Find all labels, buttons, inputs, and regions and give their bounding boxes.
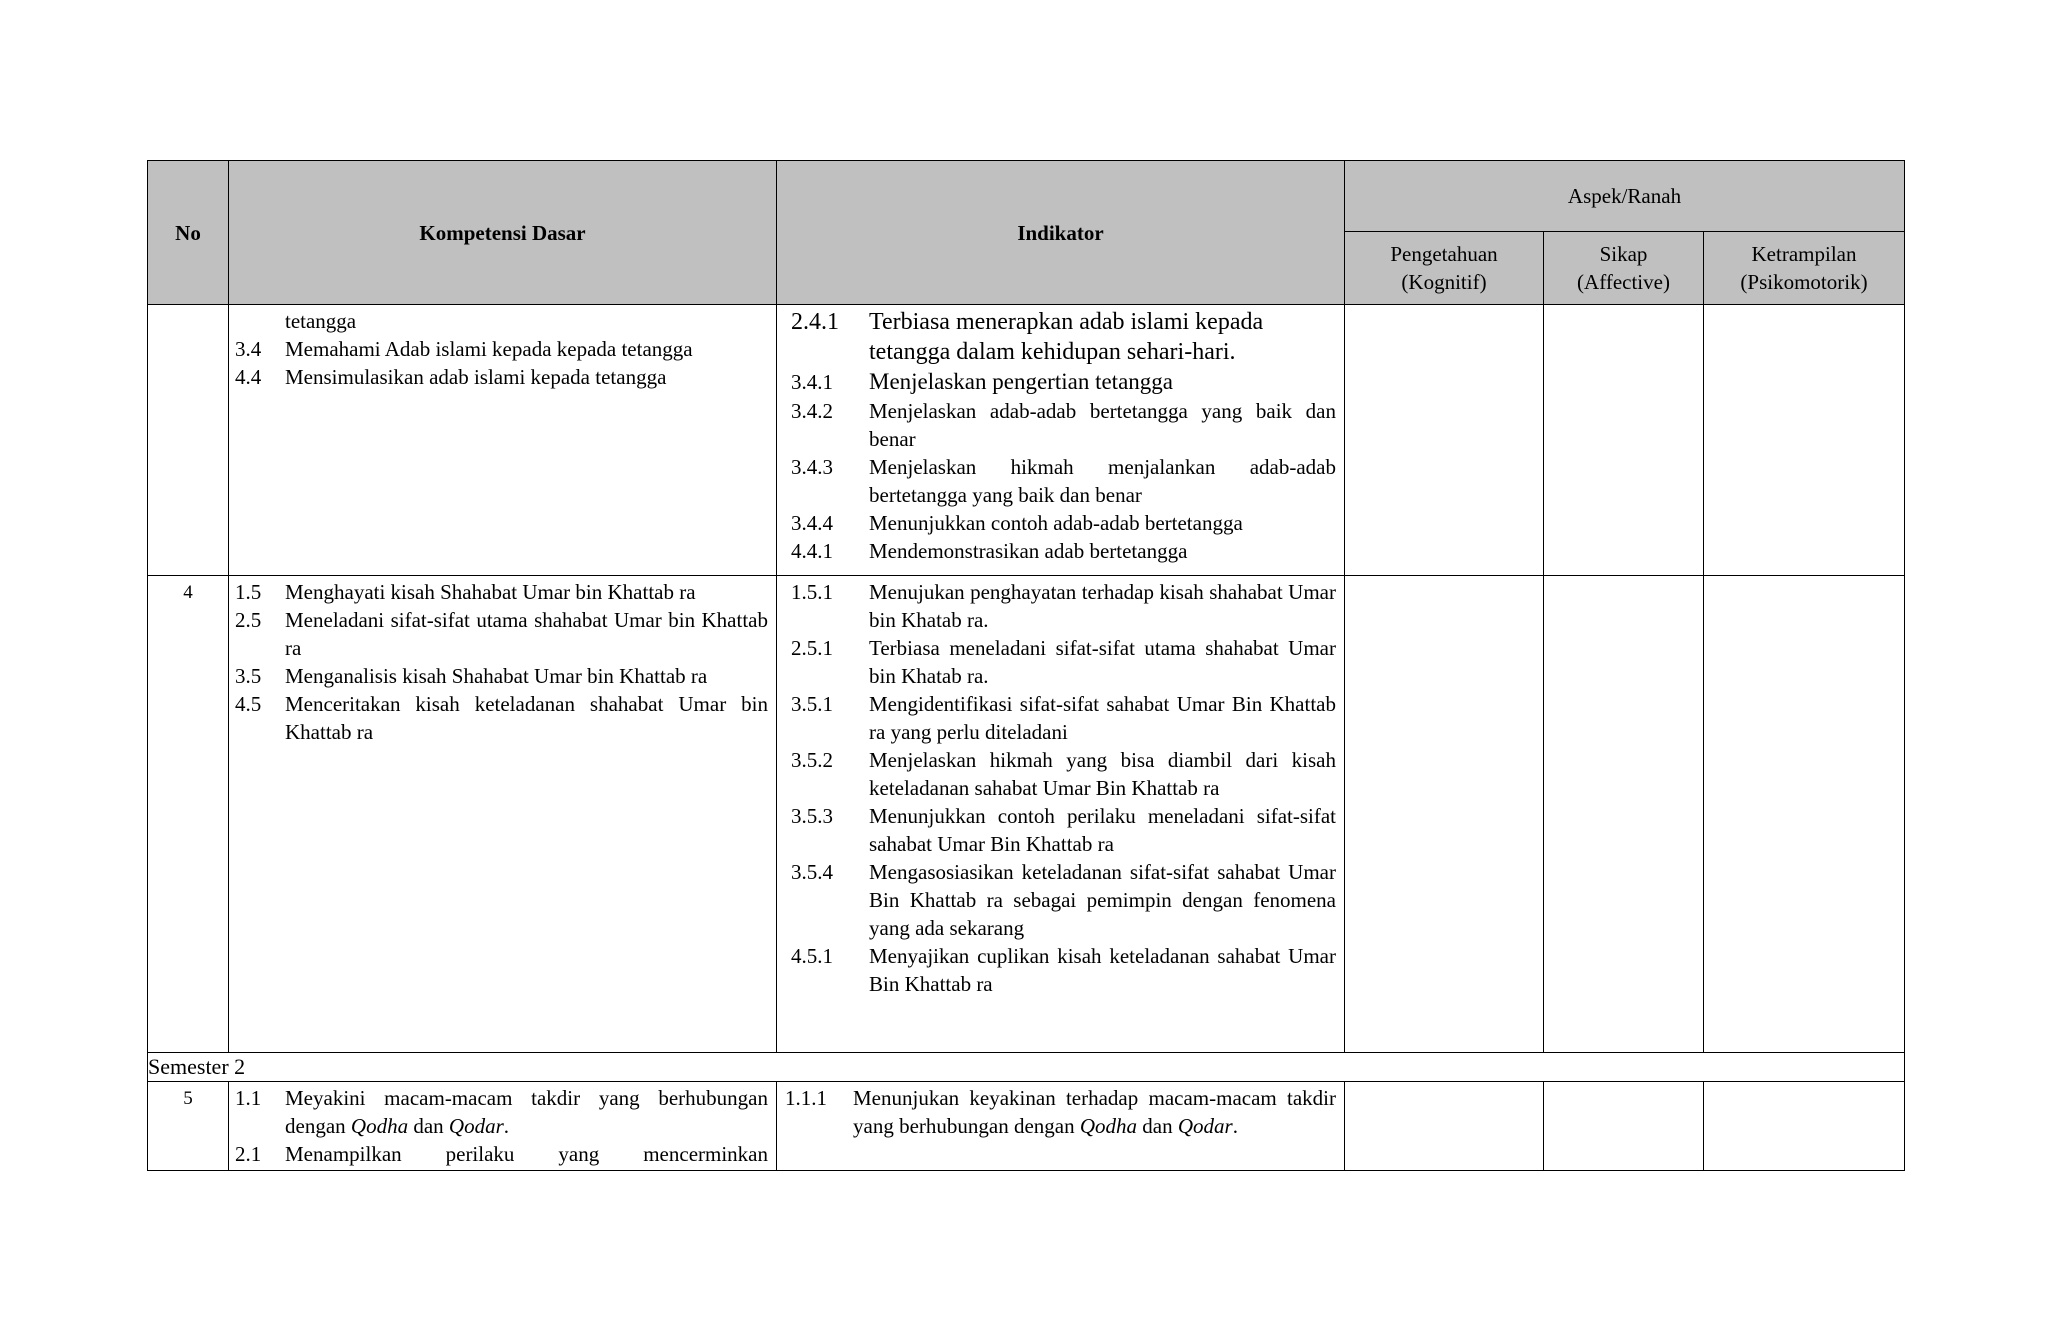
cell-indikator xyxy=(777,1082,1345,1171)
competency-table xyxy=(147,160,1905,1171)
cell-kompetensi xyxy=(229,1082,777,1171)
indikator-text: Mendemonstrasikan adab bertetangga xyxy=(869,539,1188,563)
indikator-text: Terbiasa meneladani sifat-sifat utama shahabat Umar bin Khatab ra. xyxy=(869,636,1336,688)
indikator-number: 3.5.4 xyxy=(791,860,833,884)
indikator-number: 4.5.1 xyxy=(791,944,833,968)
cell-ketrampilan xyxy=(1704,1082,1905,1171)
indikator-item xyxy=(783,578,1336,634)
indikator-text: Menjelaskan hikmah yang bisa diambil dari kisah keteladanan sahabat Umar Bin Khattab ra xyxy=(869,748,1336,800)
cell-kompetensi xyxy=(229,576,777,1053)
kd-text-italic: Qodar xyxy=(448,1114,504,1138)
kd-number: 3.4 xyxy=(235,337,262,361)
kd-text: Memahami Adab islami kepada kepada tetangga xyxy=(285,337,693,361)
indikator-text: Menyajikan cuplikan kisah keteladanan sahabat Umar Bin Khattab ra xyxy=(869,944,1336,996)
indikator-number: 3.4.1 xyxy=(791,370,833,394)
cell-no: 4 xyxy=(148,576,229,1053)
kd-continuation: tetangga xyxy=(285,309,357,333)
indikator-text-italic: Qodar xyxy=(1177,1114,1233,1138)
indikator-number: 2.5.1 xyxy=(791,636,833,660)
indikator-item xyxy=(783,858,1336,942)
indikator-item xyxy=(783,397,1336,453)
kd-number: 1.1 xyxy=(235,1086,262,1110)
header-kompetensi-dasar: Kompetensi Dasar xyxy=(229,161,777,305)
kd-text xyxy=(285,1084,768,1140)
kd-item xyxy=(235,1084,768,1140)
indikator-item xyxy=(783,1084,1336,1140)
indikator-number: 3.5.2 xyxy=(791,748,833,772)
header-pengetahuan-line2: (Kognitif) xyxy=(1401,270,1487,294)
indikator-item xyxy=(783,509,1336,537)
cell-ketrampilan xyxy=(1704,576,1905,1053)
indikator-item xyxy=(783,307,1336,367)
cell-sikap xyxy=(1544,1082,1704,1171)
kd-item xyxy=(235,690,768,746)
semester-row xyxy=(148,1053,1905,1082)
indikator-item xyxy=(783,367,1336,397)
indikator-item xyxy=(783,453,1336,509)
header-no: No xyxy=(148,161,229,305)
header-indikator: Indikator xyxy=(777,161,1345,305)
kd-text: Meneladani sifat-sifat utama shahabat Umar bin Khattab ra xyxy=(285,608,768,660)
kd-item xyxy=(235,578,768,606)
cell-kompetensi xyxy=(229,305,777,576)
cell-no xyxy=(148,305,229,576)
indikator-text: Menujukan penghayatan terhadap kisah shahabat Umar bin Khatab ra. xyxy=(869,580,1336,632)
header-sikap xyxy=(1544,232,1704,305)
kd-item xyxy=(235,363,768,391)
indikator-number: 3.5.3 xyxy=(791,804,833,828)
indikator-number: 3.5.1 xyxy=(791,692,833,716)
kd-number: 4.5 xyxy=(235,692,262,716)
indikator-text: Terbiasa menerapkan adab islami kepada tetangga dalam kehidupan sehari-hari. xyxy=(869,309,1264,365)
indikator-text: Menjelaskan hikmah menjalankan adab-adab bertetangga yang baik dan benar xyxy=(869,455,1336,507)
indikator-item xyxy=(783,942,1336,998)
kd-item xyxy=(235,662,768,690)
kd-item xyxy=(235,606,768,662)
indikator-text: Menjelaskan adab-adab bertetangga yang baik dan benar xyxy=(869,399,1336,451)
indikator-number: 3.4.3 xyxy=(791,455,833,479)
header-aspek-ranah: Aspek/Ranah xyxy=(1345,161,1905,232)
indikator-number: 4.4.1 xyxy=(791,539,833,563)
indikator-text: Menunjukkan contoh adab-adab bertetangga xyxy=(869,511,1243,535)
header-sikap-line2: (Affective) xyxy=(1577,270,1670,294)
indikator-item xyxy=(783,634,1336,690)
indikator-text-part: . xyxy=(1232,1114,1238,1138)
header-ketrampilan-line2: (Psikomotorik) xyxy=(1740,270,1868,294)
kd-text: Menceritakan kisah keteladanan shahabat Umar bin Khattab ra xyxy=(285,692,768,744)
cell-sikap xyxy=(1544,305,1704,576)
cell-pengetahuan xyxy=(1345,576,1544,1053)
indikator-text xyxy=(853,1084,1336,1140)
indikator-item xyxy=(783,802,1336,858)
table-row xyxy=(148,305,1905,576)
kd-number: 3.5 xyxy=(235,664,262,688)
table-row xyxy=(148,1082,1905,1171)
indikator-text-part: dan xyxy=(1137,1114,1178,1138)
kd-text-part: . xyxy=(503,1114,509,1138)
header-sikap-line1: Sikap xyxy=(1599,242,1648,266)
cell-sikap xyxy=(1544,576,1704,1053)
kd-text: Menghayati kisah Shahabat Umar bin Khattab ra xyxy=(285,580,696,604)
indikator-number: 3.4.2 xyxy=(791,399,833,423)
semester-label: Semester 2 xyxy=(148,1053,1905,1082)
kd-text: Mensimulasikan adab islami kepada tetangga xyxy=(285,365,667,389)
indikator-text: Menunjukkan contoh perilaku meneladani sifat-sifat sahabat Umar Bin Khattab ra xyxy=(869,804,1336,856)
kd-number: 2.1 xyxy=(235,1142,262,1166)
indikator-number: 3.4.4 xyxy=(791,511,833,535)
indikator-item xyxy=(783,537,1336,565)
cell-indikator xyxy=(777,305,1345,576)
kd-text-part: dan xyxy=(408,1114,449,1138)
indikator-item xyxy=(783,746,1336,802)
header-ketrampilan-line1: Ketrampilan xyxy=(1751,242,1857,266)
header-ketrampilan xyxy=(1704,232,1905,305)
kd-number: 2.5 xyxy=(235,608,262,632)
indikator-text: Menjelaskan pengertian tetangga xyxy=(869,369,1173,394)
cell-pengetahuan xyxy=(1345,305,1544,576)
cell-indikator xyxy=(777,576,1345,1053)
indikator-number: 1.1.1 xyxy=(785,1086,827,1110)
indikator-text-italic: Qodha xyxy=(1079,1114,1138,1138)
cell-pengetahuan xyxy=(1345,1082,1544,1171)
kd-text-part: Meyakini macam-macam takdir yang berhubungan dengan xyxy=(285,1086,768,1138)
header-pengetahuan-line1: Pengetahuan xyxy=(1390,242,1498,266)
kd-text: Menampilkan perilaku yang mencerminkan xyxy=(285,1142,768,1166)
cell-ketrampilan xyxy=(1704,305,1905,576)
kd-number: 1.5 xyxy=(235,580,262,604)
cell-no: 5 xyxy=(148,1082,229,1171)
kd-text: Menganalisis kisah Shahabat Umar bin Khattab ra xyxy=(285,664,708,688)
indikator-item xyxy=(783,690,1336,746)
indikator-text: Mengasosiasikan keteladanan sifat-sifat sahabat Umar Bin Khattab ra sebagai pemimpin dengan fenomena yang ada sekarang xyxy=(869,860,1336,940)
indikator-text-part: Menunjukan keyakinan terhadap macam-macam takdir yang berhubungan dengan xyxy=(853,1086,1336,1138)
header-pengetahuan xyxy=(1345,232,1544,305)
kd-item xyxy=(235,335,768,363)
kd-text-italic: Qodha xyxy=(350,1114,409,1138)
kd-item xyxy=(235,1140,768,1168)
indikator-number: 1.5.1 xyxy=(791,580,833,604)
table-row xyxy=(148,576,1905,1053)
kd-number: 4.4 xyxy=(235,365,262,389)
indikator-number: 2.4.1 xyxy=(791,309,839,335)
indikator-text: Mengidentifikasi sifat-sifat sahabat Umar Bin Khattab ra yang perlu diteladani xyxy=(869,692,1336,744)
